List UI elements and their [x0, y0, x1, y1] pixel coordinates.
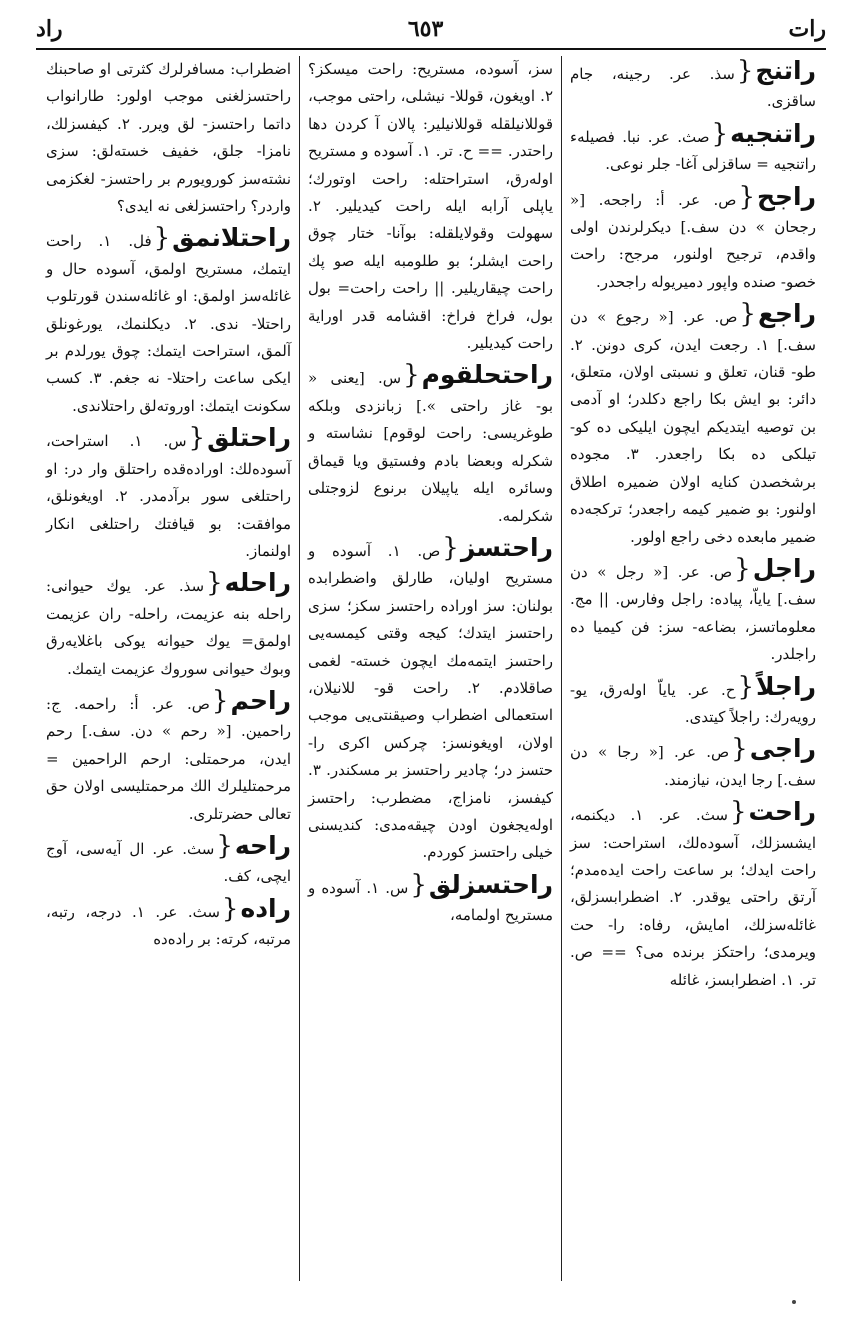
dictionary-entry [308, 360, 553, 529]
dictionary-entry [46, 894, 291, 954]
dictionary-entry [308, 533, 553, 867]
dictionary-entry [570, 554, 816, 669]
entry-headword: راجح [757, 181, 816, 211]
brace-glyph: { [216, 830, 233, 861]
dictionary-entry [308, 56, 553, 357]
brace-glyph: { [206, 568, 223, 599]
entry-definition: ح. عر. ياياّ اوله‌رق، يو- رويه‌رك: راجلاً كيتدى. [570, 680, 816, 726]
entry-headword: راده [240, 893, 292, 923]
dictionary-entry [570, 299, 816, 551]
entry-headword: راحتلانمق [172, 223, 292, 253]
entry-headword: راجع [757, 299, 816, 329]
entry-definition: ص. عر. [« رجا » دن سف.] رجا ايدن، نيازمند. [570, 743, 816, 789]
entry-definition: س. ١. استراحت، آسوده‌لك: اوراده‌قده راحتلق وار در: او راحتلغى سور برآدمدر. ٢. اويغونلق، موافقت: بو قيافتك راحتلغى انكار اولنماز. [46, 432, 292, 560]
brace-glyph: { [188, 423, 206, 454]
entry-headword: راحتسز [460, 532, 554, 562]
entry-definition: اضطراب: مسافرلرك كثرتى او صاحبنك راحتسزلغنى موجب اولور: طارانواب داتما راحتسز- لق ويرر. ٢. كيفسزلك، نامزا- جلق، خفيف خسته‌لق: سزى نشته‌سز كورويورم بر راحتسز- لغكزمى واردر؟ راحتسزلغى نه ايدى؟ [46, 60, 292, 216]
dictionary-entry [46, 423, 291, 565]
dictionary-entry [570, 56, 816, 116]
entry-headword: راجل [752, 553, 816, 583]
entry-headword: راحتحلقوم [421, 360, 554, 390]
entry-headword: راحم [230, 685, 292, 715]
entry-definition: ص. عر. أ: راجحه. [« رجحان » دن سف.] ديكرلرندن اولى واقدم، ترجيح اولنور، مرجح: راحت خصو- صنده واپور دميريوله راجحدر. [570, 190, 816, 291]
dictionary-entry [46, 831, 291, 891]
entry-definition: سث. عر. ١. درجه، رتبه، مرتبه، كرته: بر راده‌ده [46, 902, 292, 949]
column-left [38, 56, 300, 1281]
brace-glyph: { [211, 685, 229, 716]
dictionary-entry [46, 223, 291, 420]
brace-glyph: { [737, 671, 755, 702]
entry-definition: سذ. عر. يوك حيوانى: راحله بنه عزيمت، راحله- ران عزيمت اولمق= يوك حيوانه يوكى باغلايه‌رق وبوك حيوانى سوروك عزيمت ايتمك. [46, 577, 292, 678]
entry-headword: راجلاً [756, 671, 816, 701]
brace-glyph: { [403, 360, 420, 391]
entry-definition: سز، آسوده، مستريح: راحت ميسكز؟ ٢. اويغون، قوللا- نيشلى، راحتى موجب، قوللانيلقله قوللانيلير: پالان آ كردن دها راحتدر. == ح. تر. ١. آسوده و مستريح اوله‌رق، استراحتله: راحت اوتورك؛ ياپلى آرابه ايله راحت كيديلير. ٢. سهولت وقولايلقله: بوآنا- ختار چوق راحت ايشلر؛ بو طلومبه ايله صو پك راحت چيقاريلير. || راحت راحت= بول بول، فراخ فراخ: اقشامه قدر اوراية راحت كيديلير. [308, 60, 554, 353]
brace-glyph: { [739, 299, 756, 330]
brace-glyph: { [711, 118, 729, 149]
brace-glyph: { [736, 56, 754, 86]
entry-definition: سث. عر. ١. ديكنمه، ايشسزلك، آسوده‌لك، استراحت: سز راحت ايدك؛ بر ساعت راحت ايده‌مدم؛ آرتق راحتى يوقدر. ٢. اضطرابسزلق، غائله‌سزلك، امايش، رفاه: را- حت ويرمدى؛ راحتكز برنده مى؟ == ص. تر. ١. اضطرابسز، غائله [570, 806, 816, 989]
entry-headword: راحتلق [207, 423, 292, 453]
header-rule [36, 48, 826, 50]
entry-definition: فل. ١. راحت ايتمك، مستريح اولمق، آسوده حال و غائله‌سز اولمق: او غائله‌سندن قورتلوب راحتلا- ندى. ٢. ديكلنمك، يورغونلق آلمق، استراحت ايتمك: چوق يورلدم بر ايكى ساعت راحتلا- نه جغم. ٣. كسب سكونت ايتمك: اوروته‌لق راحتلاندى. [46, 232, 292, 415]
entry-definition: ص. عر. [« رجل » دن سف.] ياياّ، پياده: راجل وفارس. || مج. معلوماتسز، بضاعه- سز: فن كيميا ده راجلدر. [570, 562, 816, 664]
brace-glyph: { [153, 223, 171, 254]
entry-definition: صث. عر. نبا. فصيله‌ء راتنجيه = ساقزلى آغا- جلر نوعى. [570, 127, 816, 174]
entry-headword: راتنج [755, 56, 816, 85]
dictionary-entry [308, 870, 553, 930]
dictionary-columns [38, 56, 824, 1281]
dictionary-entry [46, 568, 291, 683]
brace-glyph: { [442, 532, 459, 563]
entry-headword: راحه [234, 830, 292, 860]
brace-glyph: { [410, 869, 427, 900]
entry-definition: س. [يعنى « بو- غاز راحتى ».] زبانزدى وبلكه طوغريسى: راحت لوقوم] نشاسته و شكرله وبعضا بادم وفستيق ويا قيماق وسائره ايله ياپيلان برنوع لزوجتلى شكرلمه. [308, 369, 554, 525]
brace-glyph: { [731, 734, 748, 765]
dictionary-entry [46, 56, 291, 220]
page-header [36, 14, 826, 44]
entry-headword: راحتسزلق [428, 869, 553, 899]
dictionary-entry [570, 797, 816, 994]
brace-glyph: { [734, 553, 751, 584]
entry-definition: ص. ١. آسوده و مستريح اوليان، طارلق واضطرابده بولنان: سز اوراده راحتسز سكز؛ سزى راحتسز ايتدك؛ كيجه وقتى كيمسه‌يى راحتسز ايتمه‌مك ايچون خسته- لغمى صاقلادم. ٢. راحت قو- للانيلان، استعمالى اضطراب وصيقنتى‌يى موجب اولان، اويغونسز: چركس اكرى را- حتسز در؛ چادير راحتسز بر مسكندر. ٣. كيفسز، نامزاج، مضطرب: راحتسز اوله‌يجغون اودن چيقه‌مدى: كنديسنى خيلى راحتسز كوردم. [308, 541, 554, 862]
entry-headword: راتنجيه [730, 118, 816, 148]
dictionary-entry [570, 119, 816, 179]
entry-definition: ص. عر. [« رجوع » دن سف.] ١. رجعت ايدن، كرى دونن. ٢. طو- قنان، تعلق و نسبتى اولان، متعلق، دائر: بو ايش بكا راجع دكلدر؛ او آدمى بن توصيه ايتديكم ايچون ايليكى ده كو- تيلكى ده بكا راجعدر. ٣. مجوده برشخصدن كنايه اولان ضميره اطلاق اولنور: بو ضمير كيمه راجعدر؛ تركجه‌ده ضمير مابعده دخى راجع اولور. [570, 308, 816, 546]
page-mark [792, 1300, 796, 1304]
page-number: ٦٥٣ [407, 16, 444, 42]
brace-glyph: { [738, 181, 755, 212]
dictionary-entry [570, 182, 816, 297]
entry-headword: راحله [224, 568, 292, 598]
header-left-guide: راد [36, 16, 63, 42]
entry-definition: سذ. عر. رجينه، جام ساقزى. [570, 65, 816, 111]
brace-glyph: { [730, 797, 747, 828]
header-right-guide: رات [788, 16, 826, 42]
entry-definition: سث. عر. ال آيه‌سى، آوج ايچى، كف. [46, 839, 292, 886]
entry-headword: راحت [748, 797, 816, 827]
dictionary-entry [570, 734, 816, 794]
column-right [562, 56, 824, 1281]
entry-definition: ص. عر. أ: راحمه. ج: راحمين. [« رحم » دن. سف.] رحم ايدن، مرحمتلى: ارحم الراحمين = مرحمتليلرك الك مرحمتليسى اولان حق تعالى حضرتلرى. [46, 694, 292, 823]
entry-headword: راجى [749, 734, 816, 764]
brace-glyph: { [221, 893, 239, 924]
dictionary-entry [570, 672, 816, 732]
entry-definition: س. ١. آسوده و مستريح اولمامه، [308, 878, 554, 925]
dictionary-entry [46, 686, 291, 828]
column-middle [300, 56, 562, 1281]
